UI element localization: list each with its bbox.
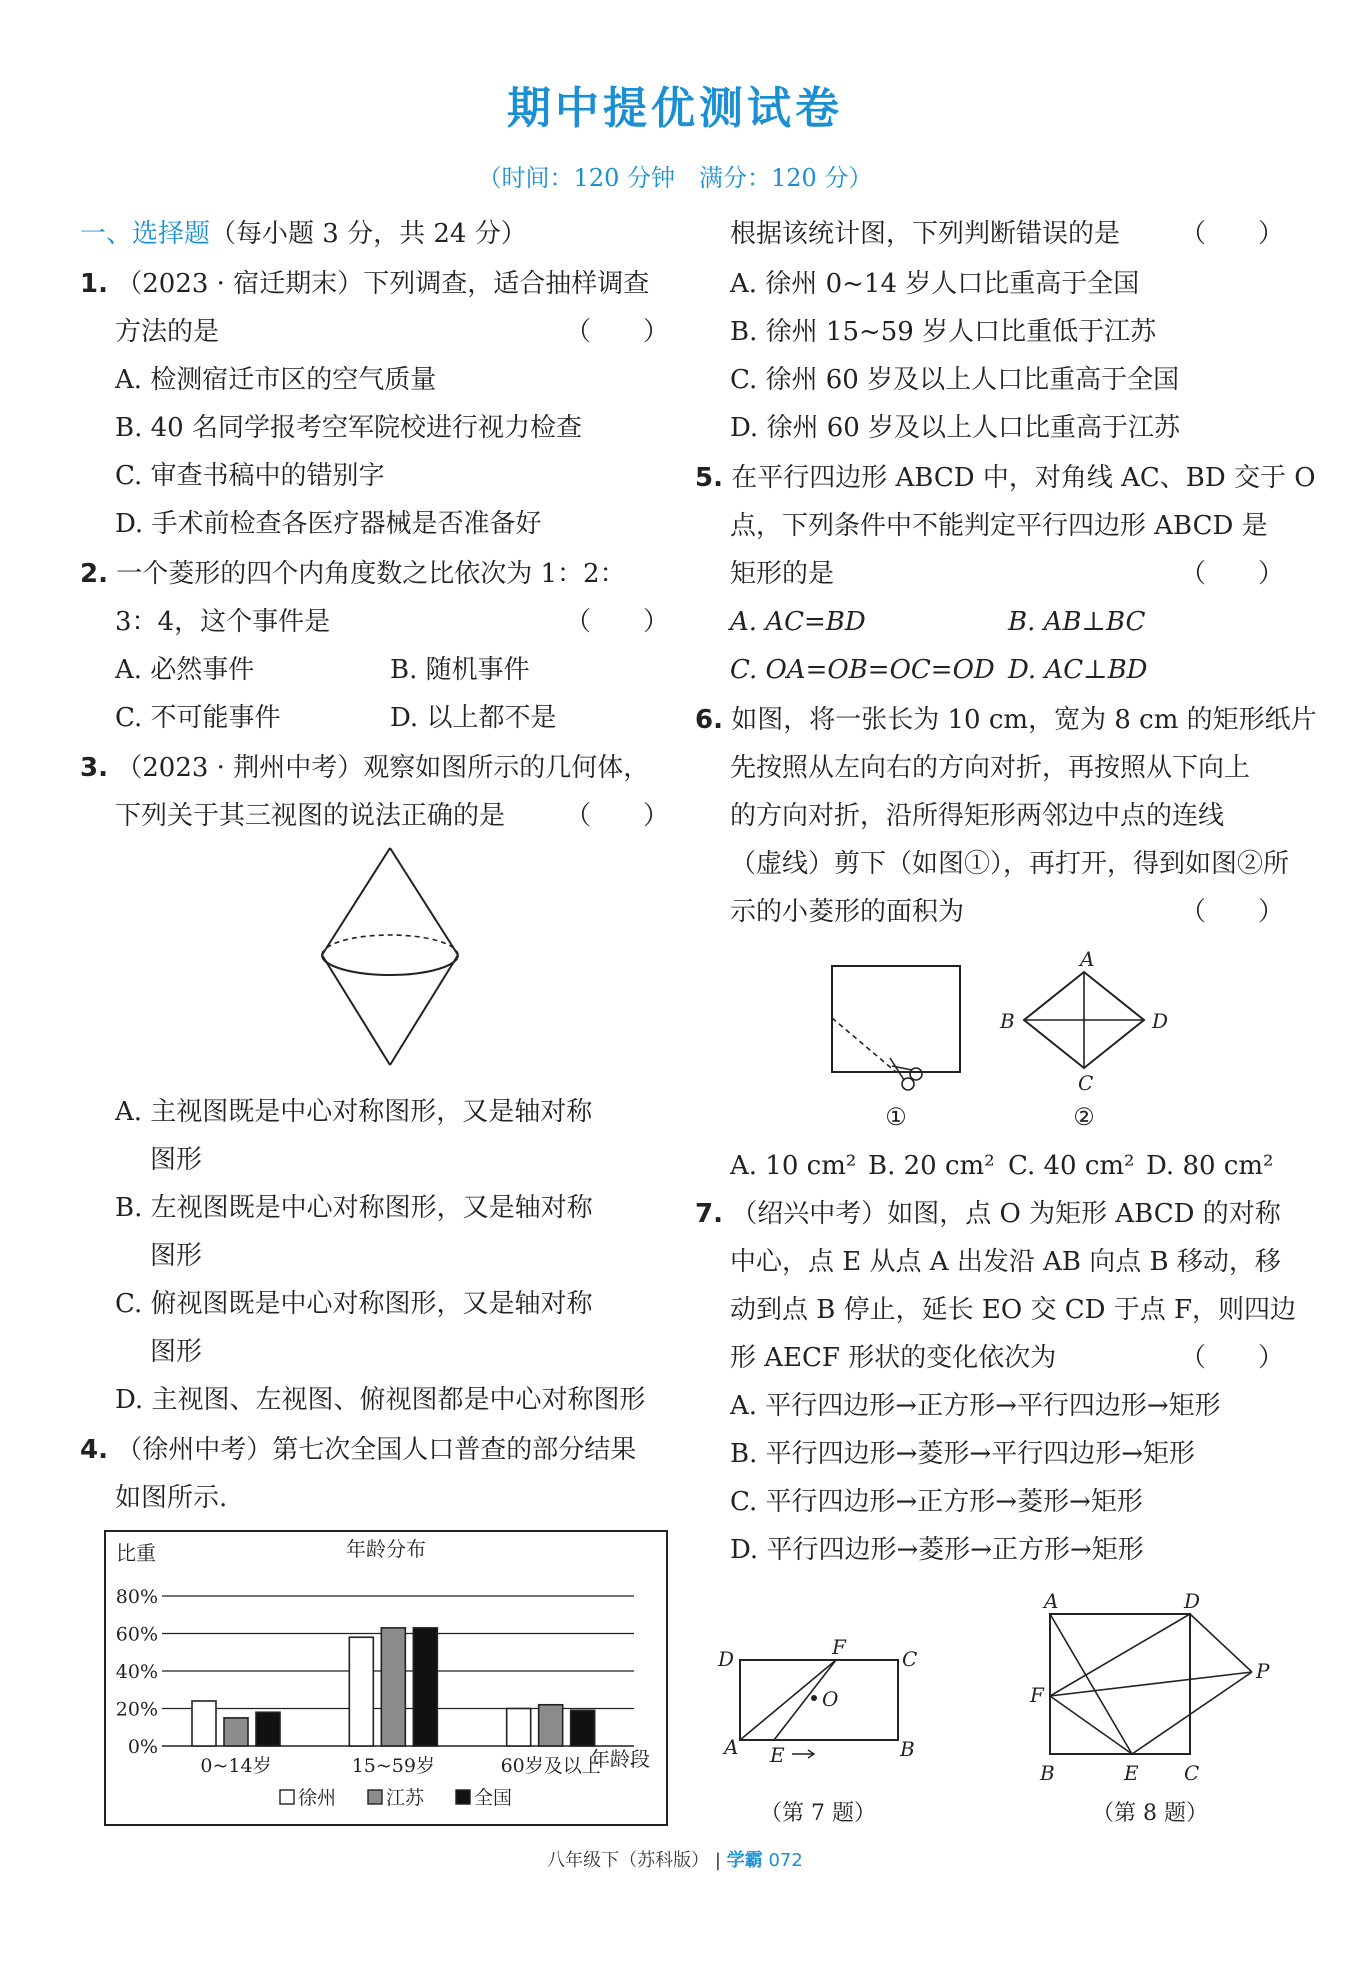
q7-stem-3: 动到点 B 停止，延长 EO 交 CD 于点 F，则四边 <box>730 1295 1297 1325</box>
q7-point-a: A <box>724 1735 739 1759</box>
q6-number: 6. <box>695 705 723 735</box>
chart-legend-swatch <box>280 1790 294 1804</box>
q6-answer-blank[interactable]: （ ） <box>1180 897 1285 927</box>
chart-bar <box>256 1712 280 1746</box>
q1-option-b[interactable]: B. 40 名同学报考空军院校进行视力检查 <box>115 413 582 443</box>
q5-option-a[interactable]: A. AC=BD <box>730 607 866 637</box>
chart-category-label: 60岁及以上 <box>500 1755 601 1777</box>
chart-bar <box>571 1710 595 1746</box>
q8-point-p: P <box>1256 1659 1270 1683</box>
q5-stem-2: 点，下列条件中不能判定平行四边形 ABCD 是 <box>730 511 1268 541</box>
q7-caption: （第 7 题） <box>760 1801 876 1826</box>
page-title: 期中提优测试卷 <box>507 83 843 134</box>
q7-point-c: C <box>902 1647 918 1671</box>
q8-point-a: A <box>1044 1590 1059 1613</box>
q2-option-b[interactable]: B. 随机事件 <box>390 655 530 685</box>
q6-text-1: 如图，将一张长为 10 cm，宽为 8 cm 的矩形纸片 <box>731 705 1317 735</box>
q6-stem-1 <box>695 704 1317 736</box>
population-age-chart <box>104 1530 668 1826</box>
q2-option-a[interactable]: A. 必然事件 <box>115 655 255 685</box>
footer-separator: | <box>714 1850 721 1871</box>
q6-point-a: A <box>1080 950 1095 971</box>
chart-legend-label: 江苏 <box>386 1787 425 1809</box>
q4-stem-2: 如图所示. <box>115 1483 228 1513</box>
q2-number: 2. <box>80 559 108 589</box>
q7-rectangle-figure <box>710 1630 930 1780</box>
q2-stem-2: 3：4，这个事件是 <box>115 607 331 637</box>
q3-option-a-2: 图形 <box>150 1145 203 1175</box>
q6-point-b: B <box>1000 1009 1015 1033</box>
q5-stem-3: 矩形的是 <box>730 559 835 589</box>
q7-option-a[interactable]: A. 平行四边形→正方形→平行四边形→矩形 <box>730 1391 1221 1421</box>
q8-point-f: F <box>1030 1683 1044 1707</box>
q7-option-d[interactable]: D. 平行四边形→菱形→正方形→矩形 <box>730 1535 1144 1565</box>
q3-option-d[interactable]: D. 主视图、左视图、俯视图都是中心对称图形 <box>115 1385 646 1415</box>
q7-stem-2: 中心，点 E 从点 A 出发沿 AB 向点 B 移动，移 <box>730 1247 1281 1277</box>
chart-bar <box>349 1637 373 1746</box>
q8-caption: （第 8 题） <box>1092 1801 1208 1826</box>
chart-category-label: 15~59岁 <box>351 1755 435 1777</box>
q1-text-1: （2023 · 宿迁期末）下列调查，适合抽样调查 <box>116 269 650 299</box>
q6-option-a[interactable]: A. 10 cm² <box>730 1151 857 1181</box>
q6-stem-5: 示的小菱形的面积为 <box>730 897 965 927</box>
q6-point-d: D <box>1152 1009 1169 1033</box>
q4-stem-1 <box>80 1434 636 1466</box>
q3-double-cone-figure <box>310 840 470 1070</box>
section-label: 一、选择题 <box>80 219 211 249</box>
q4-stem-3: 根据该统计图，下列判断错误的是 <box>730 219 1121 249</box>
chart-bar <box>192 1701 216 1746</box>
q5-answer-blank[interactable]: （ ） <box>1180 559 1285 589</box>
q5-option-d[interactable]: D. AC⊥BD <box>1008 655 1148 685</box>
q6-cut-line <box>832 1018 896 1072</box>
chart-ytick-label: 80% <box>115 1586 158 1608</box>
q5-number: 5. <box>695 463 723 493</box>
chart-ylabel: 比重 <box>116 1541 156 1565</box>
q7-number: 7. <box>695 1199 723 1229</box>
q7-point-b: B <box>900 1737 915 1761</box>
q4-number: 4. <box>80 1435 108 1465</box>
chart-title: 年龄分布 <box>346 1537 426 1561</box>
q1-stem-1 <box>80 268 649 300</box>
q7-stem-4: 形 AECF 形状的变化依次为 <box>730 1343 1057 1373</box>
section-heading <box>80 218 527 250</box>
q7-stem-1 <box>695 1198 1281 1230</box>
q6-point-c: C <box>1078 1071 1094 1095</box>
chart-legend-label: 徐州 <box>298 1787 337 1809</box>
q7-point-d: D <box>718 1647 735 1671</box>
q4-text-1: （徐州中考）第七次全国人口普查的部分结果 <box>116 1435 637 1465</box>
q8-point-b: B <box>1040 1761 1055 1785</box>
q5-text-1: 在平行四边形 ABCD 中，对角线 AC、BD 交于 O <box>731 463 1316 493</box>
chart-legend-label: 全国 <box>474 1787 513 1809</box>
q4-option-b[interactable]: B. 徐州 15~59 岁人口比重低于江苏 <box>730 317 1157 347</box>
chart-legend-swatch <box>456 1790 470 1804</box>
q4-option-a[interactable]: A. 徐州 0~14 岁人口比重高于全国 <box>730 269 1140 299</box>
chart-bar <box>413 1628 437 1746</box>
exam-info: （时间：120 分钟 满分：120 分） <box>477 164 873 192</box>
q8-point-c: C <box>1184 1761 1200 1785</box>
q3-text-1: （2023 · 荆州中考）观察如图所示的几何体， <box>116 753 650 783</box>
q7-text-1: （绍兴中考）如图，点 O 为矩形 ABCD 的对称 <box>731 1199 1281 1229</box>
q3-option-a-1[interactable]: A. 主视图既是中心对称图形，又是轴对称 <box>115 1097 593 1127</box>
q3-stem-2: 下列关于其三视图的说法正确的是 <box>115 801 506 831</box>
section-note: （每小题 3 分，共 24 分） <box>210 219 527 249</box>
q6-option-b[interactable]: B. 20 cm² <box>868 1151 995 1181</box>
q1-number: 1. <box>80 269 108 299</box>
chart-category-label: 0~14岁 <box>200 1755 272 1777</box>
q6-fig1-label: ① <box>885 1103 907 1131</box>
q1-stem-2: 方法的是 <box>115 317 220 347</box>
q6-fig2-label: ② <box>1073 1103 1095 1131</box>
q4-answer-blank[interactable]: （ ） <box>1180 219 1285 249</box>
q8-point-e: E <box>1124 1761 1139 1785</box>
chart-ytick-label: 20% <box>115 1698 158 1721</box>
q5-option-b[interactable]: B. AB⊥BC <box>1008 607 1146 637</box>
q3-option-b-1[interactable]: B. 左视图既是中心对称图形，又是轴对称 <box>115 1193 593 1223</box>
page-footer <box>0 1846 1350 1872</box>
q3-answer-blank[interactable]: （ ） <box>565 801 670 831</box>
chart-ytick-label: 0% <box>127 1736 158 1758</box>
q2-option-d[interactable]: D. 以上都不是 <box>390 703 557 733</box>
q3-number: 3. <box>80 753 108 783</box>
q7-option-c[interactable]: C. 平行四边形→正方形→菱形→矩形 <box>730 1487 1143 1517</box>
q5-stem-1 <box>695 462 1316 494</box>
chart-ytick-label: 60% <box>115 1623 158 1646</box>
q3-option-b-2: 图形 <box>150 1241 203 1271</box>
q4-option-c[interactable]: C. 徐州 60 岁及以上人口比重高于全国 <box>730 365 1180 395</box>
q2-text-1: 一个菱形的四个内角度数之比依次为 1：2： <box>116 559 626 589</box>
q3-option-c-2: 图形 <box>150 1337 203 1367</box>
q1-option-c[interactable]: C. 审查书稿中的错别字 <box>115 461 385 491</box>
chart-bar <box>539 1705 563 1746</box>
q3-stem-1 <box>80 752 649 784</box>
chart-ytick-label: 40% <box>115 1661 158 1683</box>
q7-point-f: F <box>832 1635 846 1659</box>
q1-option-d[interactable]: D. 手术前检查各医疗器械是否准备好 <box>115 509 542 539</box>
q4-option-d[interactable]: D. 徐州 60 岁及以上人口比重高于江苏 <box>730 413 1181 443</box>
q3-option-c-1[interactable]: C. 俯视图既是中心对称图形，又是轴对称 <box>115 1289 593 1319</box>
q6-folded-rectangle <box>832 966 960 1072</box>
q6-stem-2: 先按照从左向右的方向对折，再按照从下向上 <box>730 753 1251 783</box>
q8-point-d: D <box>1184 1590 1201 1613</box>
q7-option-b[interactable]: B. 平行四边形→菱形→平行四边形→矩形 <box>730 1439 1195 1469</box>
chart-legend-swatch <box>368 1790 382 1804</box>
chart-bar <box>224 1718 248 1746</box>
q6-stem-4: （虚线）剪下（如图①），再打开，得到如图②所 <box>730 849 1290 879</box>
q6-stem-3: 的方向对折，沿所得矩形两邻边中点的连线 <box>730 801 1225 831</box>
q6-option-c[interactable]: C. 40 cm² <box>1008 1151 1135 1181</box>
q2-option-c[interactable]: C. 不可能事件 <box>115 703 281 733</box>
chart-bar <box>507 1709 531 1747</box>
q6-figures <box>820 950 1180 1135</box>
q7-point-o: O <box>822 1687 839 1711</box>
scissors-icon <box>890 1058 922 1090</box>
q6-option-d[interactable]: D. 80 cm² <box>1146 1151 1274 1181</box>
q2-answer-blank[interactable]: （ ） <box>565 607 670 637</box>
q1-option-a[interactable]: A. 检测宿迁市区的空气质量 <box>115 365 437 395</box>
q1-answer-blank[interactable]: （ ） <box>565 317 670 347</box>
q2-stem-1 <box>80 558 626 590</box>
chart-bar <box>381 1628 405 1746</box>
q7-point-e: E <box>770 1743 785 1767</box>
q5-option-c[interactable]: C. OA=OB=OC=OD <box>730 655 995 685</box>
footer-brand: 学霸 <box>726 1850 763 1871</box>
page-number: 072 <box>768 1850 803 1871</box>
q8-square-figure <box>1020 1590 1280 1790</box>
q7-answer-blank[interactable]: （ ） <box>1180 1343 1285 1373</box>
footer-grade: 八年级下（苏科版） <box>547 1850 710 1871</box>
chart-xlabel: 年龄段 <box>590 1747 650 1771</box>
